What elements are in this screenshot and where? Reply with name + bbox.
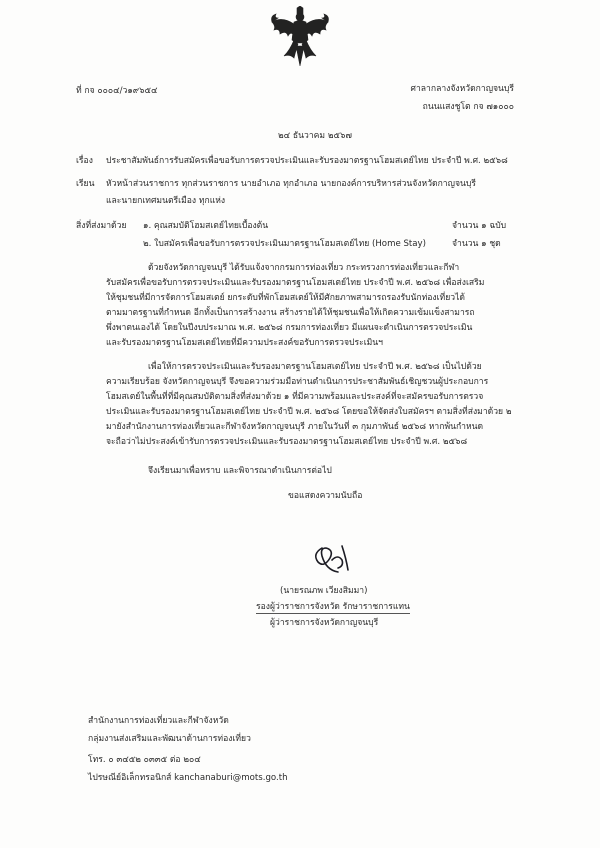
enclosure-qty-2: จำนวน ๑ ชุด (452, 239, 501, 249)
body-line: ประเมินและรับรองมาตรฐานโฮมสเตย์ไทย ประจำปี พ.ศ. ๒๕๖๘ โดยขอให้จัดส่งใบสมัครฯ ตามสิ่งที่ส่งมาด้วย ๒ (106, 407, 512, 417)
signatory-name: (นายรณภพ เวียงสิมมา) (280, 586, 368, 596)
body-line: โฮมสเตย์ในพื้นที่ที่มีคุณสมบัติตามสิ่งที่ส่งมาด้วย ๑ ที่มีความพร้อมและประสงค์ที่จะสมัครขอรับการตรวจ (106, 392, 484, 402)
enclosure-qty-1: จำนวน ๑ ฉบับ (452, 221, 507, 231)
body-line: เพื่อให้การตรวจประเมินและรับรองมาตรฐานโฮมสเตย์ไทย ประจำปี พ.ศ. ๒๕๖๘ เป็นไปด้วย (148, 362, 482, 372)
garuda-emblem-icon (268, 6, 332, 68)
body-line: มายังสำนักงานการท่องเที่ยวและกีฬาจังหวัดกาญจนบุรี ภายในวันที่ ๓ กุมภาพันธ์ ๒๕๖๘ หากพ้นกำหนด (106, 422, 484, 432)
footer-email: ไปรษณีย์อิเล็กทรอนิกส์ kanchanaburi@mots.go.th (88, 773, 288, 783)
handwritten-signature (308, 540, 354, 576)
body-line: รับสมัครเพื่อขอรับการตรวจประเมินและรับรองมาตรฐานโฮมสเตย์ไทย ประจำปี พ.ศ. ๒๕๖๘ เพื่อส่งเสริม (106, 278, 485, 288)
body-line: ด้วยจังหวัดกาญจนบุรี ได้รับแจ้งจากกรมการท่องเที่ยว กระทรวงการท่องเที่ยวและกีฬา (148, 263, 460, 273)
agency-address: ถนนแสงชูโต กจ ๗๑๐๐๐ (422, 102, 514, 112)
enclosure-item-1: ๑. คุณสมบัติโฮมสเตย์ไทยเบื้องต้น (143, 221, 269, 231)
signatory-title-1: รองผู้ว่าราชการจังหวัด รักษาราชการแทน (256, 602, 410, 612)
body-line: จะถือว่าไม่ประสงค์เข้ารับการตรวจประเมินและรับรองมาตรฐานโฮมสเตย์ไทย ประจำปี พ.ศ. ๒๕๖๘ (106, 437, 468, 447)
regards-text: ขอแสดงความนับถือ (288, 491, 363, 501)
body-line: ความเรียบร้อย จังหวัดกาญจนบุรี จึงขอความร่วมมือท่านดำเนินการประชาสัมพันธ์เชิญชวนผู้ประกอบการ (106, 377, 489, 387)
body-line: ตามมาตรฐานที่กำหนด อีกทั้งเป็นการสร้างงาน สร้างรายได้ให้ชุมชนเพื่อให้เกิดความเข้มแข็งสามารถ (106, 308, 475, 318)
enclosure-label: สิ่งที่ส่งมาด้วย (76, 221, 127, 231)
closing-sentence: จึงเรียนมาเพื่อทราบ และพิจารณาดำเนินการต่อไป (148, 466, 332, 476)
issuing-agency: ศาลากลางจังหวัดกาญจนบุรี (410, 84, 514, 94)
footer-phone: โทร. ๐ ๓๔๕๒ ๐๓๓๕ ต่อ ๒๐๔ (88, 755, 201, 765)
letter-date: ๒๔ ธันวาคม ๒๕๖๗ (278, 131, 352, 141)
subject-label: เรื่อง (76, 156, 93, 166)
recipient-line-2: และนายกเทศมนตรีเมือง ทุกแห่ง (106, 196, 226, 206)
footer-division: กลุ่มงานส่งเสริมและพัฒนาด้านการท่องเที่ยว (88, 734, 251, 744)
body-line: พึ่งพาตนเองได้ โดยในปีงบประมาณ พ.ศ. ๒๕๖๘ กรมการท่องเที่ยว มีแผนจะดำเนินการตรวจประเมิน (106, 323, 473, 333)
recipient-line-1: หัวหน้าส่วนราชการ ทุกส่วนราชการ นายอำเภอ ทุกอำเภอ นายกองค์การบริหารส่วนจังหวัดกาญจนบุรี (106, 179, 476, 189)
footer-office: สำนักงานการท่องเที่ยวและกีฬาจังหวัด (88, 716, 229, 726)
subject-text: ประชาสัมพันธ์การรับสมัครเพื่อขอรับการตรวจประเมินและรับรองมาตรฐานโฮมสเตย์ไทย ประจำปี พ.ศ. ๒๕๖๘ (106, 156, 508, 166)
document-number: ที่ กจ ๐๐๐๔/ว๑๙๖๕๔ (76, 86, 158, 96)
recipient-label: เรียน (76, 179, 95, 189)
enclosure-item-2: ๒. ใบสมัครเพื่อขอรับการตรวจประเมินมาตรฐานโฮมสเตย์ไทย (Home Stay) (143, 239, 426, 249)
body-line: และรับรองมาตรฐานโฮมสเตย์ไทยที่มีความประสงค์ขอรับการตรวจประเมินฯ (106, 338, 384, 348)
signatory-title-2: ผู้ว่าราชการจังหวัดกาญจนบุรี (270, 618, 379, 628)
body-line: ให้ชุมชนที่มีการจัดการโฮมสเตย์ ยกระดับที่พักโฮมสเตย์ให้มีศักยภาพสามารถรองรับนักท่องเที่ยวได้ (106, 293, 465, 303)
